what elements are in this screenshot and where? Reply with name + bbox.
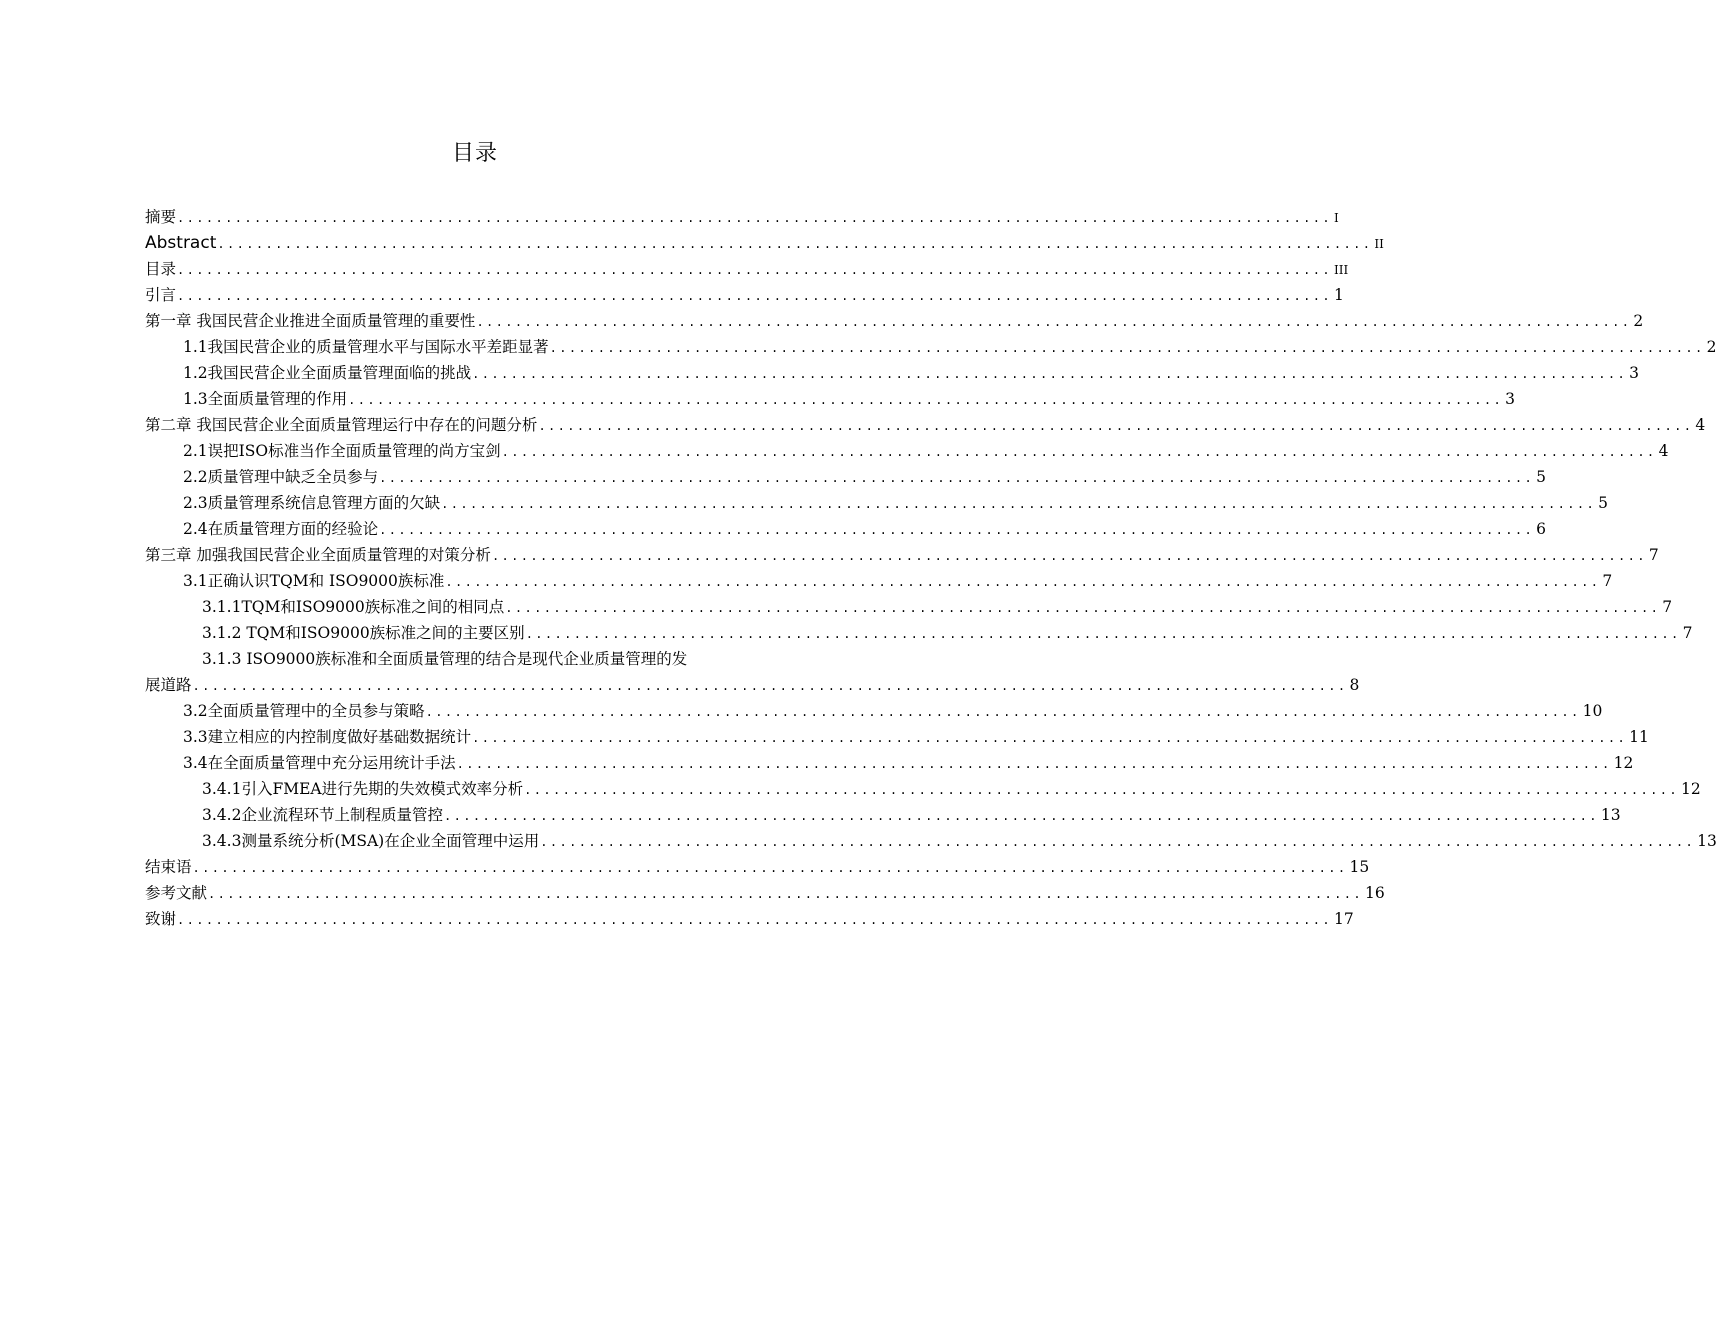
toc-entry-label: Abstract <box>145 233 217 253</box>
toc-entry-section[interactable] <box>145 360 1639 386</box>
toc-page-number: 6 <box>1536 520 1546 538</box>
toc-entry-label: 第三章 加强我国民营企业全面质量管理的对策分析 <box>145 546 491 564</box>
dot-leader: ........................................................................................................................ <box>379 523 1535 537</box>
table-of-contents <box>145 204 1717 932</box>
toc-entry-subsection[interactable] <box>145 828 1717 854</box>
toc-entry-chapter[interactable] <box>145 412 1706 438</box>
toc-entry[interactable] <box>145 230 1384 256</box>
toc-entry-label: 3.1.2 TQM和ISO9000族标准之间的主要区别 <box>202 624 525 642</box>
toc-entry-label: 参考文献 <box>145 884 208 902</box>
dot-leader: ........................................................................................................................ <box>177 211 1332 225</box>
toc-entry-subsection[interactable] <box>145 594 1673 620</box>
toc-entry-subsection[interactable] <box>145 776 1701 802</box>
toc-page-number: 7 <box>1602 572 1613 590</box>
toc-entry-section[interactable] <box>145 568 1613 594</box>
toc-entry-label: 3.3建立相应的内控制度做好基础数据统计 <box>183 728 472 746</box>
toc-entry-label: 2.3质量管理系统信息管理方面的欠缺 <box>183 494 441 512</box>
dot-leader: ........................................................................................................................ <box>208 887 1363 901</box>
dot-leader: ........................................................................................................................ <box>379 471 1535 485</box>
toc-entry-section[interactable] <box>145 750 1634 776</box>
dot-leader: ........................................................................................................................ <box>348 393 1504 407</box>
toc-entry-label: 1.3全面质量管理的作用 <box>183 390 348 408</box>
toc-entry-subsection[interactable] <box>145 620 1693 646</box>
toc-page-number: 15 <box>1349 858 1370 876</box>
toc-entry-label: 2.4在质量管理方面的经验论 <box>183 520 379 538</box>
toc-entry-label-continued: 展道路 <box>145 676 192 694</box>
toc-entry[interactable] <box>145 906 1354 932</box>
dot-leader: ........................................................................................................................ <box>472 731 1628 745</box>
toc-page-number: II <box>1374 237 1384 251</box>
toc-entry-label: 目录 <box>145 260 177 278</box>
toc-page-number: 12 <box>1613 754 1634 772</box>
toc-entry-section[interactable] <box>145 724 1649 750</box>
dot-leader: ........................................................................................................................ <box>445 575 1601 589</box>
toc-entry-label: 3.4在全面质量管理中充分运用统计手法 <box>183 754 456 772</box>
dot-leader: ........................................................................................................................ <box>538 419 1694 433</box>
toc-entry[interactable] <box>145 282 1344 308</box>
dot-leader: ........................................................................................................................ <box>540 835 1696 849</box>
dot-leader: ........................................................................................................................ <box>524 783 1680 797</box>
toc-entry-section[interactable] <box>145 334 1717 360</box>
dot-leader: ........................................................................................................................ <box>472 367 1628 381</box>
dot-leader: ........................................................................................................................ <box>192 861 1348 875</box>
toc-page-number: 7 <box>1648 546 1659 564</box>
toc-entry-label: 第二章 我国民营企业全面质量管理运行中存在的问题分析 <box>145 416 538 434</box>
toc-entry-chapter[interactable] <box>145 542 1659 568</box>
toc-page-number: 2 <box>1706 338 1717 356</box>
toc-page-number: 5 <box>1536 468 1546 486</box>
dot-leader: ........................................................................................................................ <box>505 601 1661 615</box>
dot-leader: ........................................................................................................................ <box>441 497 1597 511</box>
toc-page-number: 12 <box>1681 780 1701 798</box>
toc-entry-label: 3.4.3测量系统分析(MSA)在企业全面管理中运用 <box>202 832 540 850</box>
toc-entry-label: 2.1误把ISO标准当作全面质量管理的尚方宝剑 <box>183 442 501 460</box>
toc-entry-label: 1.1我国民营企业的质量管理水平与国际水平差距显著 <box>183 338 549 356</box>
toc-page-number: 8 <box>1349 676 1360 694</box>
toc-entry-label: 结束语 <box>145 858 192 876</box>
toc-entry-section[interactable] <box>145 464 1546 490</box>
toc-entry-chapter[interactable] <box>145 308 1644 334</box>
toc-page-number: 4 <box>1695 416 1706 434</box>
toc-entry-label: 3.1.1TQM和ISO9000族标准之间的相同点 <box>202 598 505 616</box>
toc-page-number: 3 <box>1629 364 1639 382</box>
toc-entry-label: 3.4.2企业流程环节上制程质量管控 <box>202 806 443 824</box>
toc-entry-label: 致谢 <box>145 910 177 928</box>
toc-page-number: 4 <box>1658 442 1669 460</box>
dot-leader: ........................................................................................................................ <box>217 237 1373 251</box>
toc-page-number: 1 <box>1333 286 1344 304</box>
toc-entry-section[interactable] <box>145 438 1669 464</box>
toc-page-number: 5 <box>1598 494 1608 512</box>
toc-page-number: 11 <box>1629 728 1649 746</box>
toc-entry-label: 第一章 我国民营企业推进全面质量管理的重要性 <box>145 312 476 330</box>
toc-page-number: 2 <box>1633 312 1644 330</box>
toc-entry-label: 1.2我国民营企业全面质量管理面临的挑战 <box>183 364 472 382</box>
toc-page-number: 10 <box>1582 702 1603 720</box>
dot-leader: ........................................................................................................................ <box>549 341 1705 355</box>
toc-entry-subsection-wrapped[interactable] <box>145 646 807 672</box>
toc-page-number: 7 <box>1662 598 1673 616</box>
dot-leader: ........................................................................................................................ <box>443 809 1599 823</box>
dot-leader: ........................................................................................................................ <box>456 757 1612 771</box>
toc-entry-section[interactable] <box>145 516 1546 542</box>
toc-entry-continuation[interactable] <box>145 672 1360 698</box>
toc-page-number: 7 <box>1682 624 1693 642</box>
toc-entry-label: 引言 <box>145 286 177 304</box>
toc-page-number: 16 <box>1364 884 1385 902</box>
toc-entry[interactable] <box>145 880 1385 906</box>
toc-entry-section[interactable] <box>145 698 1603 724</box>
toc-page-number: III <box>1333 263 1349 277</box>
toc-entry[interactable] <box>145 854 1370 880</box>
toc-page-number: 13 <box>1697 832 1717 850</box>
dot-leader: ........................................................................................................................ <box>177 289 1332 303</box>
dot-leader: ........................................................................................................................ <box>177 263 1332 277</box>
dot-leader: ........................................................................................................................ <box>525 627 1681 641</box>
dot-leader: ........................................................................................................................ <box>425 705 1581 719</box>
page-title: 目录 <box>451 141 498 166</box>
dot-leader: ........................................................................................................................ <box>192 679 1348 693</box>
dot-leader: ........................................................................................................................ <box>501 445 1657 459</box>
dot-leader: ........................................................................................................................ <box>491 549 1647 563</box>
toc-entry-label: 2.2质量管理中缺乏全员参与 <box>183 468 379 486</box>
toc-entry-section[interactable] <box>145 386 1515 412</box>
toc-entry[interactable] <box>145 204 1339 230</box>
toc-entry-label: 3.2全面质量管理中的全员参与策略 <box>183 702 425 720</box>
toc-page-number: 17 <box>1333 910 1354 928</box>
toc-page-number: 3 <box>1505 390 1515 408</box>
toc-entry-label: 3.1.3 ISO9000族标准和全面质量管理的结合是现代企业质量管理的发 <box>202 650 688 668</box>
toc-page-number: I <box>1333 211 1339 225</box>
toc-entry-label: 3.1正确认识TQM和 ISO9000族标准 <box>183 572 445 590</box>
toc-entry-label: 3.4.1引入FMEA进行先期的失效模式效率分析 <box>202 780 524 798</box>
dot-leader: ........................................................................................................................ <box>476 315 1632 329</box>
toc-page-number: 13 <box>1600 806 1621 824</box>
toc-entry-label: 摘要 <box>145 208 177 226</box>
toc-entry-section[interactable] <box>145 490 1608 516</box>
toc-entry[interactable] <box>145 256 1349 282</box>
toc-entry-subsection[interactable] <box>145 802 1621 828</box>
dot-leader: ........................................................................................................................ <box>177 913 1332 927</box>
